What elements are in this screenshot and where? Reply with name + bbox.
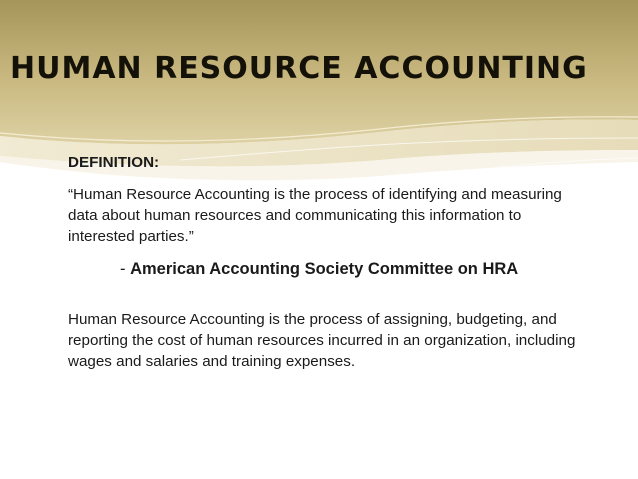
slide-title: HUMAN RESOURCE ACCOUNTING	[10, 51, 588, 86]
body-paragraph: Human Resource Accounting is the process of assigning, budgeting, and reporting the cost of human resources incurred in an organization, including wages and salaries and training expenses.	[68, 311, 576, 370]
definition-quote: “Human Resource Accounting is the process of identifying and measuring data about human resources and communicating this information to interested parties.”	[68, 186, 562, 245]
definition-heading: DEFINITION:	[68, 154, 160, 171]
slide-body	[68, 152, 588, 372]
attribution-dash: -	[120, 260, 131, 278]
attribution-source: American Accounting Society Committee on HRA	[130, 260, 519, 278]
attribution	[120, 257, 588, 281]
